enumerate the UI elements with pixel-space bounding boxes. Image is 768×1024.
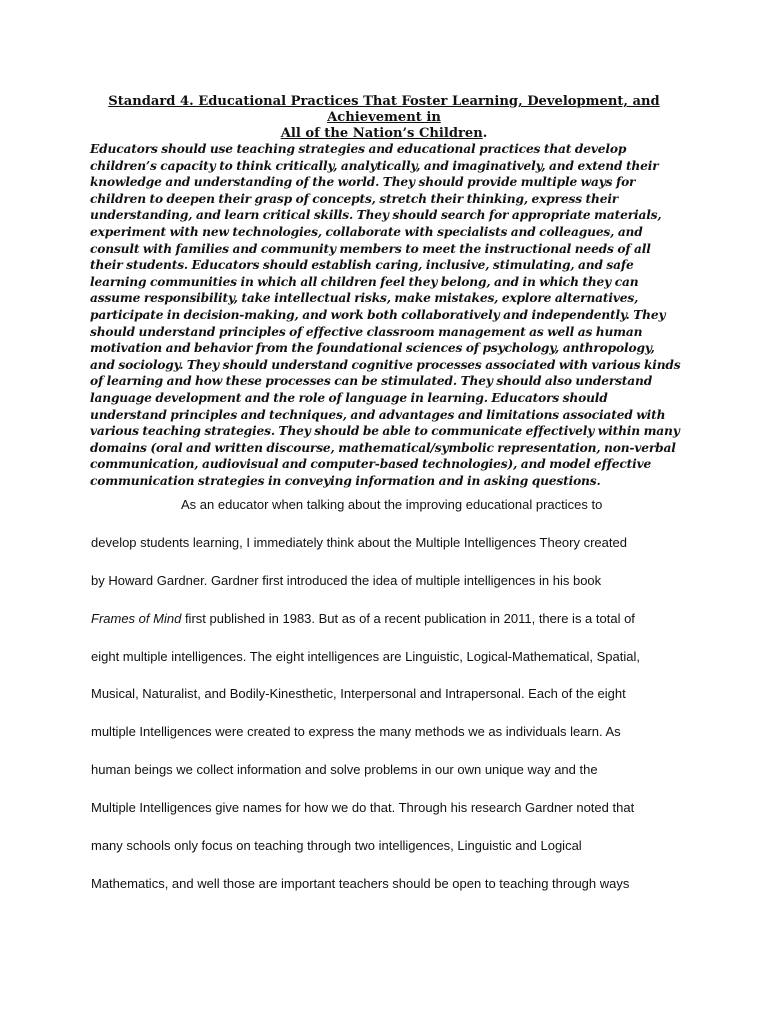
body-line-6: Musical, Naturalist, and Bodily-Kinesthetic, Interpersonal and Intrapersonal. Each of the eight bbox=[91, 686, 626, 702]
body-line-4-text: first published in 1983. But as of a recent publication in 2011, there is a total of bbox=[184, 610, 635, 626]
body-line-5: eight multiple intelligences. The eight intelligences are Linguistic, Logical-Mathematical, Spatial, bbox=[91, 648, 640, 664]
title-line-2: All of the Nation’s Children bbox=[280, 126, 483, 141]
body-line-7: multiple Intelligences were created to express the many methods we as individuals learn. As bbox=[91, 724, 621, 740]
book-title: Frames of Mind bbox=[91, 610, 182, 626]
body-line-8: human beings we collect information and solve problems in our own unique way and the bbox=[91, 762, 598, 778]
body-line-3: by Howard Gardner. Gardner first introduced the idea of multiple intelligences in his book bbox=[91, 572, 602, 588]
document-title bbox=[90, 94, 678, 142]
title-line-1: Standard 4. Educational Practices That Foster Learning, Development, and Achievement in bbox=[108, 94, 660, 125]
body-line-2: develop students learning, I immediately think about the Multiple Intelligences Theory created bbox=[91, 534, 627, 550]
standard-description: Educators should use teaching strategies and educational practices that develop children’s capacity to think critically, analytically, and imaginatively, and extend their knowledge and understanding of the world. They should provide multiple ways for children to deepen their grasp of concepts, stretch their thinking, express their understanding, and learn critical skills. They should search for appropriate materials, experiment with new technologies, collaborate with specialists and colleagues, and consult with families and community members to meet the instructional needs of all their students. Educators should establish caring, inclusive, stimulating, and safe learning communities in which all children feel they belong, and in which they can assume responsibility, take intellectual risks, make mistakes, explore alternatives, participate in decision-making, and work both collaboratively and independently. They should understand principles of effective classroom management as well as human motivation and behavior from the foundational sciences of psychology, anthropology, and sociology. They should understand cognitive processes associated with various kinds of learning and how these processes can be stimulated. They should also understand language development and the role of language in learning. Educators should understand principles and techniques, and advantages and limitations associated with various teaching strategies. They should be able to communicate effectively within many domains (oral and written discourse, mathematical/symbolic representation, non-verbal communication, audiovisual and computer-based technologies), and model effective communication strategies in conveying information and in asking questions. bbox=[90, 142, 681, 488]
body-line-1: As an educator when talking about the improving educational practices to bbox=[181, 497, 603, 512]
body-line-11: Mathematics, and well those are important teachers should be open to teaching through ways bbox=[91, 875, 630, 891]
title-period: . bbox=[482, 126, 488, 141]
body-line-9: Multiple Intelligences give names for how we do that. Through his research Gardner noted that bbox=[91, 800, 635, 816]
essay-body bbox=[91, 496, 691, 913]
body-line-4 bbox=[91, 610, 691, 648]
body-line-10: many schools only focus on teaching through two intelligences, Linguistic and Logical bbox=[91, 838, 582, 854]
